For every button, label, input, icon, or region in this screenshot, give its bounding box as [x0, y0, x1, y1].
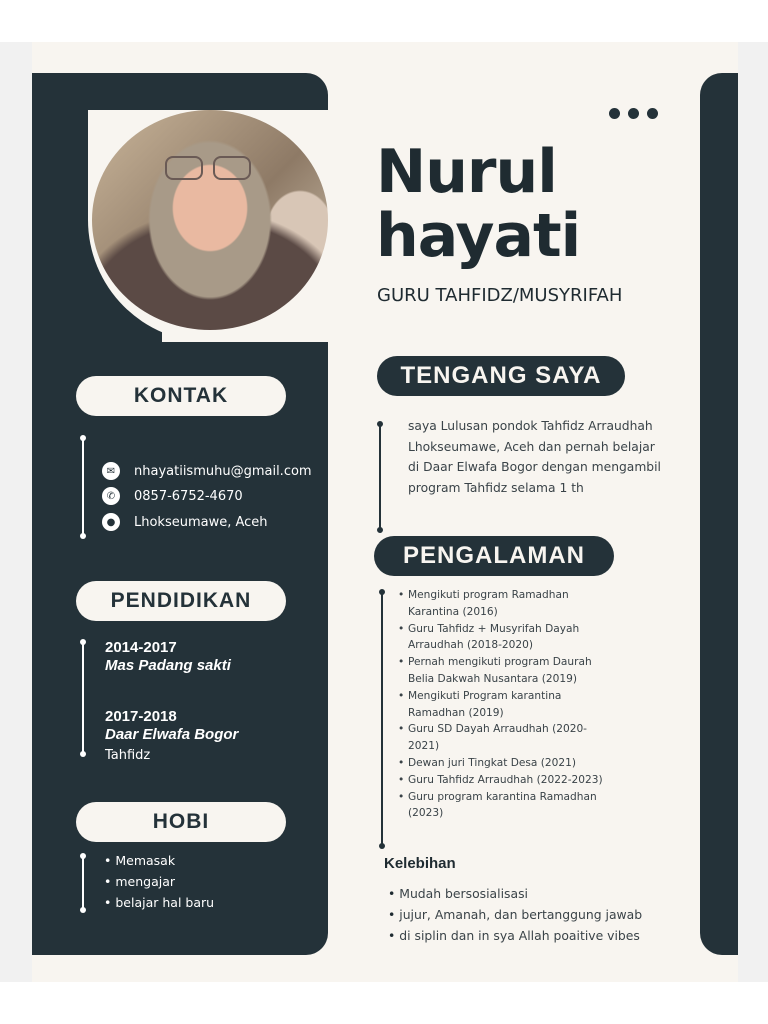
hobi-heading: HOBI — [76, 802, 286, 842]
right-decorative-bar — [700, 73, 738, 955]
about-timeline — [379, 424, 381, 530]
list-item: • mengajar — [104, 874, 214, 895]
location-pin-icon: ● — [102, 513, 120, 531]
about-text — [408, 416, 678, 498]
contact-phone-row — [102, 487, 243, 505]
contact-email-row — [102, 462, 312, 480]
last-name: hayati — [376, 201, 581, 271]
about-line: di Daar Elwafa Bogor dengan mengambil — [408, 460, 661, 475]
hobby-list — [104, 853, 214, 916]
list-item: • di siplin dan in sya Allah poaitive vibes — [388, 926, 642, 947]
list-item: • Mengikuti Program karantina Ramadhan (2019) — [398, 688, 608, 722]
list-item: • belajar hal baru — [104, 895, 214, 916]
experience-timeline — [381, 592, 383, 846]
experience-list — [398, 587, 608, 822]
education-2-years: 2017-2018 — [105, 708, 177, 725]
phone-icon: ✆ — [102, 487, 120, 505]
kontak-heading: KONTAK — [76, 376, 286, 416]
list-item: • jujur, Amanah, dan bertanggung jawab — [388, 905, 642, 926]
list-item: • Guru program karantina Ramadhan (2023) — [398, 789, 608, 823]
hobi-timeline — [82, 856, 84, 910]
list-item: • Guru SD Dayah Arraudhah (2020-2021) — [398, 721, 608, 755]
contact-phone: 0857-6752-4670 — [134, 488, 243, 504]
list-item: • Dewan juri Tingkat Desa (2021) — [398, 755, 608, 772]
more-dots-icon — [609, 108, 658, 119]
contact-location-row — [102, 513, 268, 531]
strengths-list — [388, 884, 642, 946]
education-2-detail: Tahfidz — [105, 748, 151, 763]
kelebihan-heading: Kelebihan — [384, 855, 456, 872]
pendidikan-heading: PENDIDIKAN — [76, 581, 286, 621]
viewer-top-margin — [0, 0, 768, 42]
pengalaman-heading: PENGALAMAN — [374, 536, 614, 576]
tentang-heading: TENGANG SAYA — [377, 356, 625, 396]
list-item: • Pernah mengikuti program Daurah Belia Dakwah Nusantara (2019) — [398, 654, 608, 688]
contact-email: nhayatiismuhu@gmail.com — [134, 463, 312, 479]
about-line: Lhokseumawe, Aceh dan pernah belajar — [408, 439, 655, 454]
contact-location: Lhokseumawe, Aceh — [134, 514, 268, 530]
list-item: • Mengikuti program Ramadhan Karantina (2016) — [398, 587, 608, 621]
list-item: • Mudah bersosialisasi — [388, 884, 642, 905]
resume-page — [32, 42, 738, 982]
person-name — [376, 137, 676, 271]
education-2-school: Daar Elwafa Bogor — [105, 726, 239, 743]
glasses-detail — [165, 156, 253, 178]
about-line: program Tahfidz selama 1 th — [408, 480, 584, 495]
profile-photo — [92, 110, 328, 330]
mail-icon: ✉ — [102, 462, 120, 480]
list-item: • Guru Tahfidz + Musyrifah Dayah Arraudhah (2018-2020) — [398, 621, 608, 655]
viewer-bottom-margin — [0, 982, 768, 1024]
pendidikan-timeline — [82, 642, 84, 754]
list-item: • Memasak — [104, 853, 214, 874]
list-item: • Guru Tahfidz Arraudhah (2022-2023) — [398, 772, 608, 789]
job-title: GURU TAHFIDZ/MUSYRIFAH — [377, 285, 623, 306]
education-1-school: Mas Padang sakti — [105, 657, 231, 674]
education-1-years: 2014-2017 — [105, 639, 177, 656]
kontak-timeline — [82, 438, 84, 536]
first-name: Nurul — [376, 137, 557, 207]
about-line: saya Lulusan pondok Tahfidz Arraudhah — [408, 419, 653, 433]
